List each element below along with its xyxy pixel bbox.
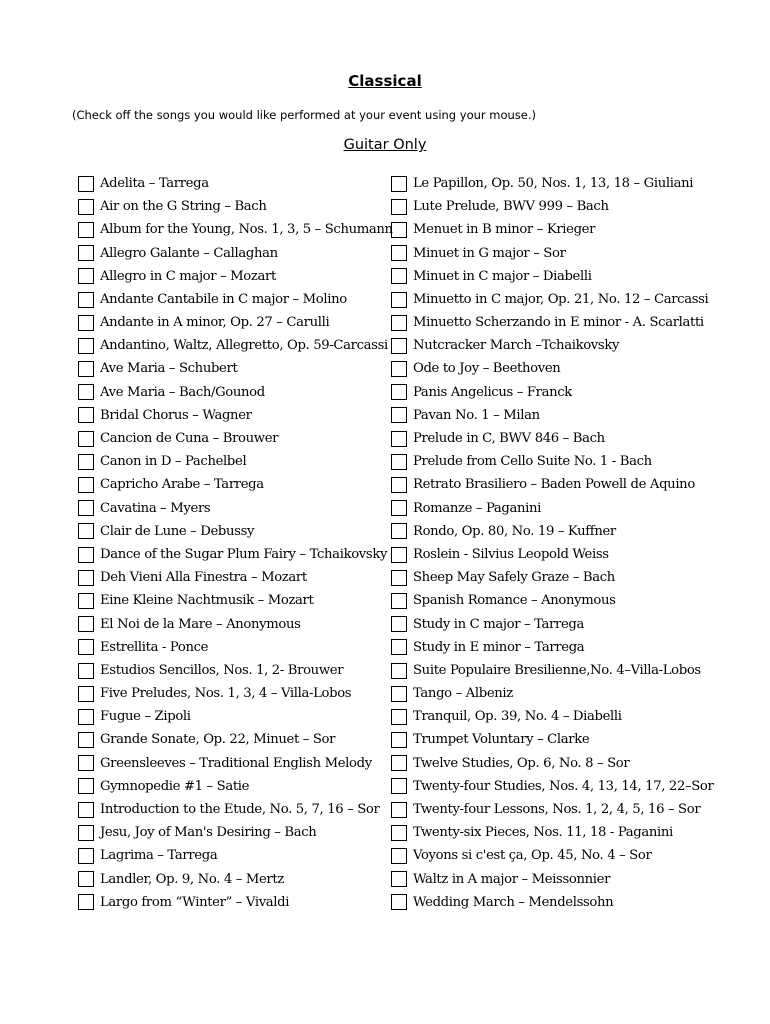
song-label: Dance of the Sugar Plum Fairy – Tchaikovsky: [100, 546, 388, 562]
song-label: Five Preludes, Nos. 1, 3, 4 – Villa-Lobos: [100, 686, 352, 702]
song-item: [391, 288, 721, 311]
song-label: Nutcracker March –Tchaikovsky: [413, 338, 620, 354]
song-label: Fugue – Zipoli: [100, 709, 191, 725]
song-label: Tango – Albeniz: [413, 686, 513, 702]
song-checkbox[interactable]: [78, 825, 94, 841]
song-label: Grande Sonate, Op. 22, Minuet – Sor: [100, 732, 336, 748]
song-label: Lute Prelude, BWV 999 – Bach: [413, 199, 609, 215]
song-label: Retrato Brasiliero – Baden Powell de Aquino: [413, 477, 695, 493]
song-item: [78, 891, 388, 914]
song-label: El Noi de la Mare – Anonymous: [100, 616, 301, 632]
song-checkbox[interactable]: [391, 639, 407, 655]
song-item: [78, 404, 388, 427]
song-checkbox[interactable]: [78, 292, 94, 308]
song-checkbox[interactable]: [391, 732, 407, 748]
song-item: [78, 566, 388, 589]
song-item: [78, 589, 388, 612]
song-checkbox[interactable]: [391, 523, 407, 539]
song-checkbox[interactable]: [78, 570, 94, 586]
song-checkbox[interactable]: [391, 547, 407, 563]
song-item: [391, 242, 721, 265]
song-label: Wedding March – Mendelssohn: [413, 894, 614, 910]
instructions-text: (Check off the songs you would like performed at your event using your mouse.): [72, 108, 537, 122]
song-item: [391, 473, 721, 496]
song-label: Largo from “Winter” – Vivaldi: [100, 894, 290, 910]
song-label: Ode to Joy – Beethoven: [413, 361, 561, 377]
song-checkbox[interactable]: [391, 825, 407, 841]
song-label: Clair de Lune – Debussy: [100, 523, 255, 539]
song-item: [78, 172, 388, 195]
song-label: Allegro in C major – Mozart: [100, 268, 276, 284]
song-label: Andante in A minor, Op. 27 – Carulli: [100, 315, 330, 331]
song-checkbox[interactable]: [391, 477, 407, 493]
song-label: Adelita – Tarrega: [100, 175, 209, 191]
song-item: [391, 729, 721, 752]
song-label: Twenty-four Studies, Nos. 4, 13, 14, 17, 22–Sor: [413, 778, 714, 794]
song-checkbox[interactable]: [78, 431, 94, 447]
song-checkbox[interactable]: [78, 663, 94, 679]
song-label: Andantino, Waltz, Allegretto, Op. 59-Carcassi: [100, 338, 388, 354]
song-item: [78, 844, 388, 867]
song-item: [391, 334, 721, 357]
song-checkbox[interactable]: [78, 547, 94, 563]
song-label: Study in E minor – Tarrega: [413, 639, 585, 655]
song-checkbox[interactable]: [78, 338, 94, 354]
song-item: [391, 381, 721, 404]
song-item: [391, 566, 721, 589]
song-checkbox[interactable]: [391, 361, 407, 377]
song-checkbox[interactable]: [391, 663, 407, 679]
song-checkbox[interactable]: [391, 338, 407, 354]
song-label: Minuetto in C major, Op. 21, No. 12 – Carcassi: [413, 291, 709, 307]
song-item: [78, 473, 388, 496]
song-list-left: [78, 172, 393, 914]
song-checkbox[interactable]: [78, 802, 94, 818]
song-checkbox[interactable]: [391, 755, 407, 771]
song-label: Romanze – Paganini: [413, 500, 542, 516]
song-checkbox[interactable]: [78, 709, 94, 725]
song-item: [391, 844, 721, 867]
song-item: [78, 798, 388, 821]
song-item: [391, 613, 721, 636]
song-label: Estrellita - Ponce: [100, 639, 209, 655]
song-label: Rondo, Op. 80, No. 19 – Kuffner: [413, 523, 616, 539]
song-label: Twelve Studies, Op. 6, No. 8 – Sor: [413, 755, 630, 771]
song-item: [78, 334, 388, 357]
song-checkbox[interactable]: [391, 199, 407, 215]
song-label: Cavatina – Myers: [100, 500, 211, 516]
song-list-right: [391, 172, 721, 914]
song-label: Roslein - Silvius Leopold Weiss: [413, 546, 609, 562]
song-item: [391, 636, 721, 659]
song-item: [391, 218, 721, 241]
song-label: Menuet in B minor – Krieger: [413, 222, 596, 238]
song-label: Minuet in G major – Sor: [413, 245, 566, 261]
song-item: [78, 311, 388, 334]
song-checkbox[interactable]: [78, 199, 94, 215]
song-label: Deh Vieni Alla Finestra – Mozart: [100, 570, 307, 586]
song-label: Jesu, Joy of Man's Desiring – Bach: [100, 825, 317, 841]
song-checkbox[interactable]: [78, 639, 94, 655]
song-item: [78, 659, 388, 682]
song-checkbox[interactable]: [391, 407, 407, 423]
song-checkbox[interactable]: [78, 245, 94, 261]
song-checkbox[interactable]: [78, 407, 94, 423]
song-label: Waltz in A major – Meissonnier: [413, 871, 611, 887]
song-item: [78, 821, 388, 844]
song-item: [78, 242, 388, 265]
song-checkbox[interactable]: [78, 500, 94, 516]
song-checkbox[interactable]: [391, 222, 407, 238]
song-checkbox[interactable]: [78, 384, 94, 400]
song-checkbox[interactable]: [391, 894, 407, 910]
song-label: Spanish Romance – Anonymous: [413, 593, 616, 609]
song-item: [391, 543, 721, 566]
song-checkbox[interactable]: [78, 523, 94, 539]
song-label: Canon in D – Pachelbel: [100, 454, 247, 470]
song-item: [391, 682, 721, 705]
song-label: Estudios Sencillos, Nos. 1, 2- Brouwer: [100, 662, 344, 678]
song-checkbox[interactable]: [391, 871, 407, 887]
song-item: [78, 705, 388, 728]
song-checkbox[interactable]: [78, 871, 94, 887]
song-item: [391, 358, 721, 381]
song-item: [391, 868, 721, 891]
song-item: [391, 891, 721, 914]
song-checkbox[interactable]: [78, 268, 94, 284]
song-item: [391, 497, 721, 520]
song-label: Minuetto Scherzando in E minor - A. Scarlatti: [413, 315, 704, 331]
song-checkbox[interactable]: [78, 315, 94, 331]
song-label: Andante Cantabile in C major – Molino: [100, 291, 347, 307]
song-checkbox[interactable]: [78, 593, 94, 609]
song-checkbox[interactable]: [78, 616, 94, 632]
song-checkbox[interactable]: [78, 222, 94, 238]
song-checkbox[interactable]: [391, 431, 407, 447]
song-item: [78, 775, 388, 798]
song-checkbox[interactable]: [78, 755, 94, 771]
song-item: [78, 868, 388, 891]
song-checkbox[interactable]: [78, 454, 94, 470]
song-checkbox[interactable]: [391, 848, 407, 864]
song-checkbox[interactable]: [391, 500, 407, 516]
song-label: Suite Populaire Bresilienne,No. 4–Villa-Lobos: [413, 662, 701, 678]
song-label: Prelude in C, BWV 846 – Bach: [413, 431, 605, 447]
song-label: Eine Kleine Nachtmusik – Mozart: [100, 593, 314, 609]
song-label: Tranquil, Op. 39, No. 4 – Diabelli: [413, 709, 622, 725]
song-item: [78, 613, 388, 636]
song-item: [78, 636, 388, 659]
song-label: Album for the Young, Nos. 1, 3, 5 – Schumann: [100, 222, 393, 238]
song-item: [391, 450, 721, 473]
song-checkbox[interactable]: [391, 454, 407, 470]
song-checkbox[interactable]: [391, 384, 407, 400]
song-item: [391, 589, 721, 612]
song-label: Greensleeves – Traditional English Melody: [100, 755, 372, 771]
song-item: [391, 404, 721, 427]
song-checkbox[interactable]: [391, 176, 407, 192]
song-item: [391, 265, 721, 288]
song-checkbox[interactable]: [78, 848, 94, 864]
song-label: Sheep May Safely Graze – Bach: [413, 570, 615, 586]
song-label: Gymnopedie #1 – Satie: [100, 778, 250, 794]
song-item: [391, 659, 721, 682]
song-checkbox[interactable]: [78, 894, 94, 910]
song-checkbox[interactable]: [391, 802, 407, 818]
song-checkbox[interactable]: [391, 292, 407, 308]
song-item: [78, 358, 388, 381]
song-label: Lagrima – Tarrega: [100, 848, 218, 864]
song-checkbox[interactable]: [391, 315, 407, 331]
song-checkbox[interactable]: [391, 268, 407, 284]
song-item: [78, 543, 388, 566]
song-item: [78, 195, 388, 218]
song-label: Trumpet Voluntary – Clarke: [413, 732, 590, 748]
song-label: Allegro Galante – Callaghan: [100, 245, 278, 261]
song-item: [78, 218, 393, 241]
song-checkbox[interactable]: [78, 361, 94, 377]
section-subtitle: Guitar Only: [343, 137, 427, 153]
song-label: Twenty-four Lessons, Nos. 1, 2, 4, 5, 16 – Sor: [413, 802, 701, 818]
song-checkbox[interactable]: [391, 778, 407, 794]
song-item: [391, 311, 721, 334]
song-label: Landler, Op. 9, No. 4 – Mertz: [100, 871, 284, 887]
song-item: [78, 265, 388, 288]
song-label: Twenty-six Pieces, Nos. 11, 18 - Paganini: [413, 825, 673, 841]
song-label: Prelude from Cello Suite No. 1 - Bach: [413, 454, 652, 470]
song-label: Le Papillon, Op. 50, Nos. 1, 13, 18 – Giuliani: [413, 175, 694, 191]
song-item: [391, 798, 721, 821]
song-item: [391, 520, 721, 543]
song-item: [78, 497, 388, 520]
song-item: [391, 172, 721, 195]
song-label: Ave Maria – Bach/Gounod: [100, 384, 265, 400]
song-checkbox[interactable]: [391, 709, 407, 725]
song-checkbox[interactable]: [78, 732, 94, 748]
song-checkbox[interactable]: [78, 778, 94, 794]
song-checkbox[interactable]: [391, 570, 407, 586]
song-item: [391, 427, 721, 450]
song-item: [78, 682, 388, 705]
song-item: [78, 381, 388, 404]
song-label: Introduction to the Etude, No. 5, 7, 16 – Sor: [100, 802, 380, 818]
page-title: Classical: [348, 72, 422, 90]
song-label: Panis Angelicus – Franck: [413, 384, 572, 400]
song-label: Study in C major – Tarrega: [413, 616, 585, 632]
song-checkbox[interactable]: [391, 616, 407, 632]
song-checkbox[interactable]: [391, 593, 407, 609]
song-checkbox[interactable]: [78, 477, 94, 493]
song-label: Voyons si c'est ça, Op. 45, No. 4 – Sor: [413, 848, 652, 864]
song-checkbox[interactable]: [78, 176, 94, 192]
song-item: [78, 520, 388, 543]
song-label: Pavan No. 1 – Milan: [413, 407, 540, 423]
song-label: Ave Maria – Schubert: [100, 361, 238, 377]
song-checkbox[interactable]: [78, 686, 94, 702]
song-checkbox[interactable]: [391, 686, 407, 702]
song-item: [391, 821, 721, 844]
song-item: [78, 752, 388, 775]
song-label: Capricho Arabe – Tarrega: [100, 477, 264, 493]
song-item: [78, 427, 388, 450]
song-item: [391, 775, 721, 798]
song-item: [391, 705, 721, 728]
song-label: Bridal Chorus – Wagner: [100, 407, 252, 423]
song-label: Air on the G String – Bach: [100, 199, 267, 215]
song-item: [78, 450, 388, 473]
song-item: [391, 752, 721, 775]
song-item: [78, 288, 388, 311]
song-label: Cancion de Cuna – Brouwer: [100, 431, 279, 447]
song-item: [78, 729, 388, 752]
song-label: Minuet in C major – Diabelli: [413, 268, 592, 284]
song-checkbox[interactable]: [391, 245, 407, 261]
song-item: [391, 195, 721, 218]
